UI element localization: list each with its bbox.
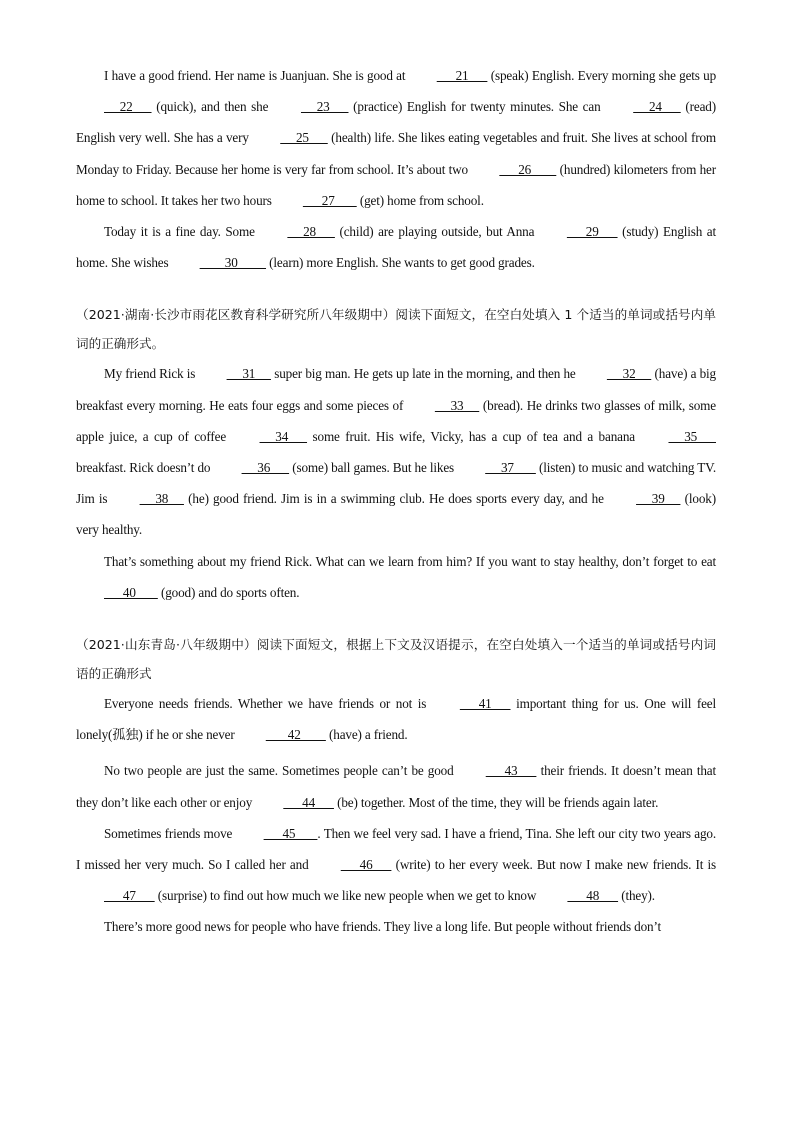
text: . Then we feel very sad. I have a friend, Tina. She left our city two years ago. I missed her very much. So I called her and <box>76 825 717 873</box>
blank-45[interactable]: 45 <box>263 825 318 841</box>
blank-22[interactable]: 22 <box>104 99 152 115</box>
blank-24[interactable]: 24 <box>633 99 681 115</box>
text: (read) English very well. She has a very <box>76 99 716 146</box>
blank-30[interactable]: 30 <box>199 255 267 271</box>
blank-48[interactable]: 48 <box>567 888 619 904</box>
text: super big man. He gets up late in the morning, and then he <box>270 366 579 382</box>
text: (quick), and then she <box>151 99 273 115</box>
text: (listen) to music and watching TV. Jim is <box>76 460 716 507</box>
passage-3-instructions: （2021·山东青岛·八年级期中）阅读下面短文，根据上下文及汉语提示，在空白处填入一个适当的单词或括号内词语的正确形式 <box>76 637 716 682</box>
text: (surprise) to find out how much we like new people when we get to know <box>154 888 540 904</box>
text: (hundred) kilometers from her home to school. It takes her two hours <box>76 161 716 208</box>
text: Everyone needs friends. Whether we have friends or not is <box>104 696 432 712</box>
text: There’s more good news for people who have friends. They live a long life. But people without friends don’t <box>104 919 661 935</box>
blank-21[interactable]: 21 <box>436 68 488 83</box>
blank-27[interactable]: 27 <box>302 192 357 208</box>
blank-34[interactable]: 34 <box>259 428 308 444</box>
text: (he) good friend. Jim is in a swimming club. He does sports every day, and he <box>183 491 609 507</box>
passage-1-paragraph-1 <box>76 60 716 216</box>
blank-40[interactable]: 40 <box>104 584 158 600</box>
blank-37[interactable]: 37 <box>485 460 536 476</box>
text: (practice) English for twenty minutes. She can <box>348 99 606 115</box>
passage-3-paragraph-1 <box>76 688 716 750</box>
text: (some) ball games. But he likes <box>289 460 458 476</box>
blank-38[interactable]: 38 <box>139 491 184 507</box>
text: some fruit. His wife, Vicky, has a cup of tea and a banana <box>307 428 641 444</box>
passage-3 <box>76 630 716 943</box>
text: (look) very healthy. <box>76 491 716 538</box>
text: Today it is a fine day. Some <box>104 224 260 240</box>
text: (they). <box>618 888 655 904</box>
blank-41[interactable]: 41 <box>459 696 511 712</box>
text: (have) a friend. <box>325 727 408 743</box>
text: (have) a big breakfast every morning. He eats four eggs and some pieces of <box>76 366 716 413</box>
blank-33[interactable]: 33 <box>434 397 480 413</box>
blank-39[interactable]: 39 <box>636 491 681 507</box>
passage-1 <box>76 60 716 278</box>
text: (get) home from school. <box>356 192 484 208</box>
text: No two people are just the same. Sometimes people can’t be good <box>104 763 458 779</box>
text: breakfast. Rick doesn’t do <box>76 460 214 476</box>
blank-32[interactable]: 32 <box>606 366 652 382</box>
text: (study) English at home. She wishes <box>76 224 716 271</box>
text: (write) to her every week. But now I make new friends. It is <box>391 857 716 873</box>
blank-46[interactable]: 46 <box>340 857 392 873</box>
blank-25[interactable]: 25 <box>280 130 328 146</box>
blank-31[interactable]: 31 <box>226 366 271 382</box>
blank-36[interactable]: 36 <box>241 460 290 476</box>
blank-43[interactable]: 43 <box>485 763 537 779</box>
passage-3-paragraph-2 <box>76 755 716 817</box>
text: My friend Rick is <box>104 366 199 382</box>
text: (health) life. She likes eating vegetables and fruit. She lives at school from Monday to Friday. Because her home is very far from school. It’s about two <box>76 130 716 177</box>
passage-2-paragraph-1 <box>76 358 716 545</box>
text: (child) are playing outside, but Anna <box>334 224 539 240</box>
text: (be) together. Most of the time, they will be friends again later. <box>333 794 659 810</box>
blank-29[interactable]: 29 <box>566 224 618 240</box>
text: That’s something about my friend Rick. What can we learn from him? If you want to stay healthy, don’t forget to eat <box>104 553 716 569</box>
blank-44[interactable]: 44 <box>283 794 334 810</box>
text: (bread). He drinks two glasses of milk, some apple juice, a cup of coffee <box>76 397 716 444</box>
passage-3-paragraph-3 <box>76 818 716 912</box>
blank-23[interactable]: 23 <box>300 99 349 115</box>
passage-2-instructions: （2021·湖南·长沙市雨花区教育科学研究所八年级期中）阅读下面短文，在空白处填入 1 个适当的单词或括号内单词的正确形式。 <box>76 307 716 352</box>
text: important thing for us. One will feel lonely(孤独) if he or she never <box>76 696 716 743</box>
text: their friends. It doesn’t mean that they don’t like each other or enjoy <box>76 763 717 810</box>
text: I have a good friend. Her name is Juanjuan. She is good at <box>104 68 409 83</box>
passage-1-paragraph-2 <box>76 216 716 278</box>
blank-35[interactable]: 35 <box>668 428 716 444</box>
text: (good) and do sports often. <box>157 584 300 600</box>
text: Sometimes friends move <box>104 825 236 841</box>
document-page <box>76 60 716 943</box>
text: (speak) English. Every morning she gets up <box>487 68 717 83</box>
blank-26[interactable]: 26 <box>499 161 557 177</box>
blank-42[interactable]: 42 <box>265 727 326 743</box>
text: (learn) more English. She wants to get good grades. <box>266 255 535 271</box>
blank-47[interactable]: 47 <box>104 888 155 904</box>
passage-3-paragraph-4 <box>76 911 716 942</box>
passage-2-paragraph-2 <box>76 546 716 608</box>
blank-28[interactable]: 28 <box>287 224 335 240</box>
passage-2 <box>76 300 716 608</box>
